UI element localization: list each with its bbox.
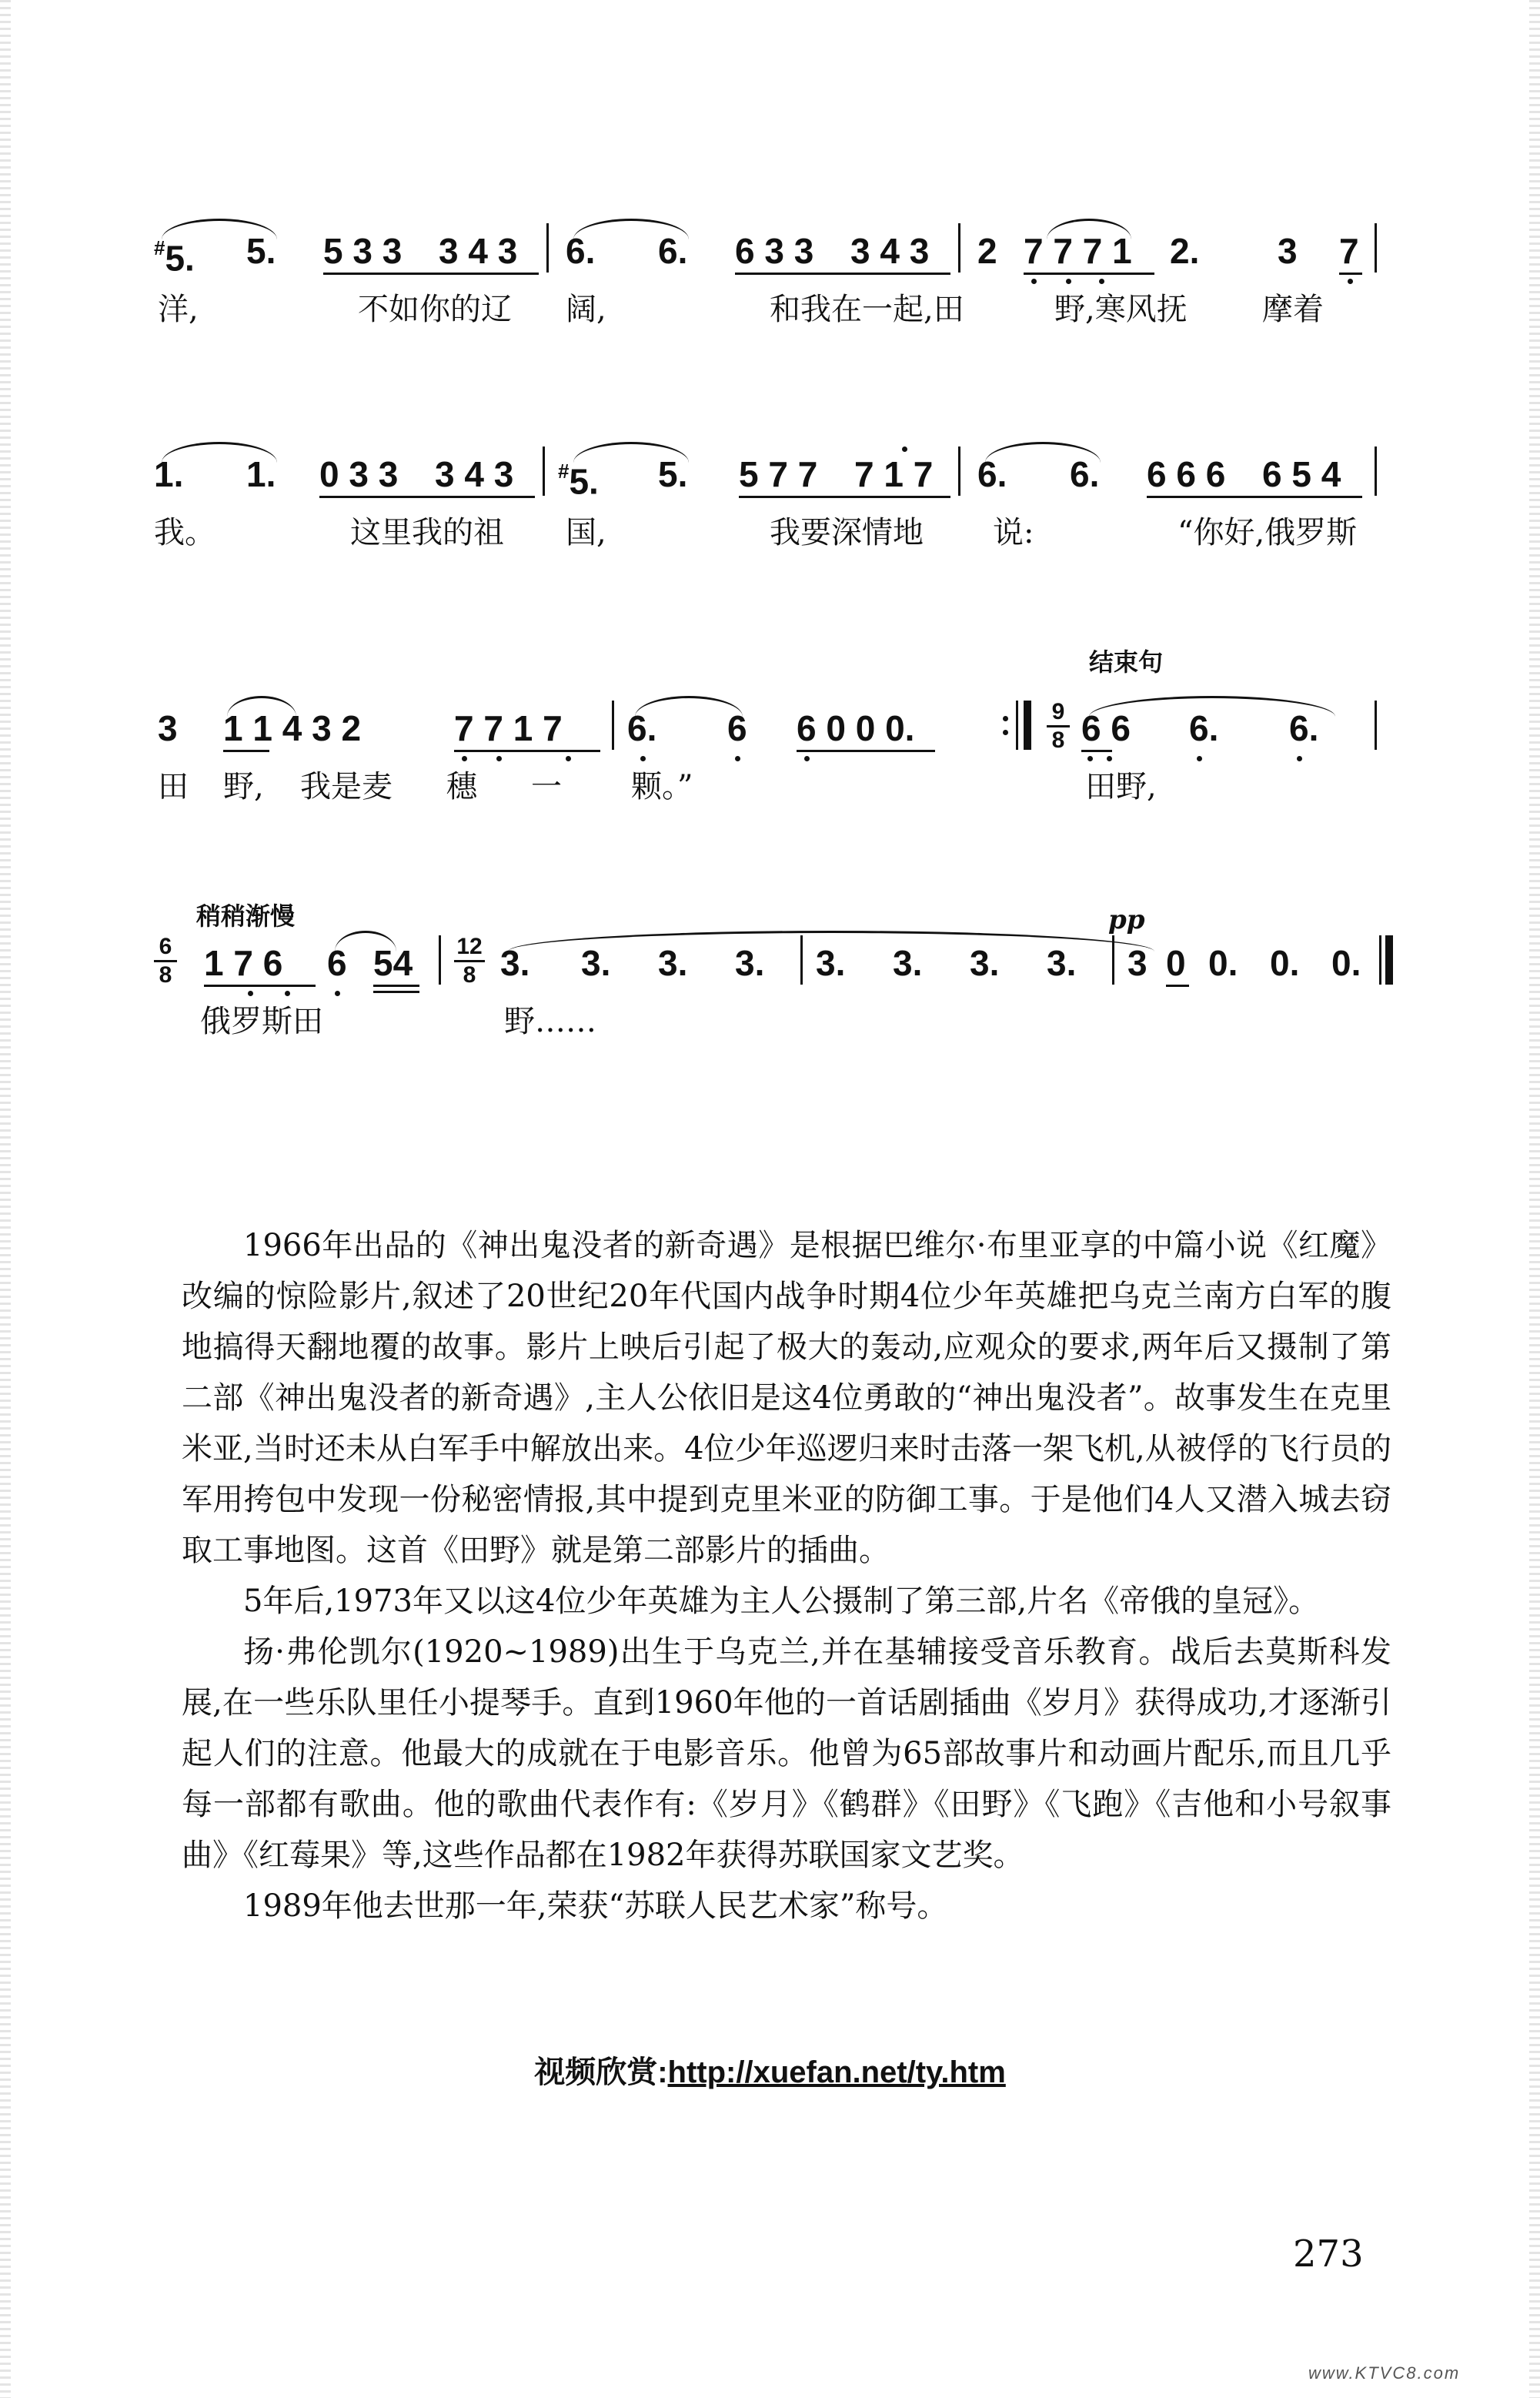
repeat-barline bbox=[1016, 701, 1018, 750]
note-group: 3 4 3 bbox=[435, 454, 514, 494]
barline bbox=[546, 223, 549, 273]
video-link-line bbox=[0, 2048, 1540, 2092]
note: 6. bbox=[566, 231, 596, 271]
paragraph: 1989年他去世那一年,荣获“苏联人民艺术家”称号。 bbox=[243, 1888, 948, 1924]
slur bbox=[1089, 696, 1335, 717]
page-edge-right bbox=[1529, 0, 1540, 2398]
note: 6 bbox=[327, 943, 347, 983]
score-system-4 bbox=[154, 902, 1378, 1051]
lyric: 阔, bbox=[566, 292, 606, 327]
ending-marking: 结束句 bbox=[1089, 648, 1164, 676]
barline bbox=[958, 223, 960, 273]
lyric: 我是麦 bbox=[300, 769, 393, 804]
lyric: 俄罗斯田 bbox=[200, 1004, 323, 1039]
barline bbox=[543, 446, 545, 496]
beam bbox=[323, 273, 539, 275]
lyric: “你好,俄罗斯 bbox=[1178, 515, 1358, 550]
slur bbox=[573, 219, 689, 239]
lyric: 说: bbox=[993, 515, 1034, 550]
barline bbox=[439, 935, 441, 985]
score-system-2 bbox=[154, 446, 1378, 562]
tempo-marking: 稍稍渐慢 bbox=[196, 902, 296, 930]
slur bbox=[227, 696, 296, 717]
slur bbox=[162, 442, 277, 463]
note: 7 bbox=[1339, 231, 1359, 271]
note-group: 7 7 7 1 bbox=[1024, 231, 1132, 271]
note: 6. bbox=[627, 708, 657, 748]
score-system-1 bbox=[154, 223, 1378, 339]
lyric: 我。 bbox=[154, 515, 215, 550]
note: 0 bbox=[1166, 943, 1186, 983]
beam bbox=[1024, 273, 1154, 275]
note: 0. bbox=[1331, 943, 1361, 983]
final-barline-thick bbox=[1385, 935, 1393, 985]
beam bbox=[735, 273, 950, 275]
note-group: 3 4 3 bbox=[850, 231, 930, 271]
note-group: 6 6 6 bbox=[1147, 454, 1226, 494]
paragraph: 扬·弗伦凯尔(1920~1989)出生于乌克兰,并在基辅接受音乐教育。战后去莫斯科发展,在一些乐队里任小提琴手。直到1960年他的一首话剧插曲《岁月》获得成功,才逐渐引起人们的注意。他最大的成就在于电影音乐。他曾为65部故事片和动画片配乐,而且几乎每一部都有歌曲。他的歌曲代表作有:《岁月》《鹤群》《田野》《飞跑》《吉他和小号叙事曲》《红莓果》等,这些作品都在1982年获得苏联国家文艺奖。 bbox=[182, 1634, 1391, 1873]
lyric: 和我在一起,田 bbox=[770, 292, 964, 327]
note: 3. bbox=[1047, 943, 1077, 983]
lyric: 野, bbox=[223, 769, 264, 804]
note: 3 bbox=[1127, 943, 1147, 983]
time-signature: 9 8 bbox=[1047, 701, 1070, 754]
note: 3. bbox=[500, 943, 530, 983]
beam bbox=[739, 496, 950, 498]
note: 3. bbox=[816, 943, 846, 983]
lyric: 洋, bbox=[158, 292, 199, 327]
lyric: 田野, bbox=[1085, 769, 1157, 804]
note: 0. bbox=[1208, 943, 1238, 983]
note-group: 6 3 3 bbox=[735, 231, 814, 271]
page-number: 273 bbox=[1293, 2232, 1364, 2276]
beam bbox=[1339, 273, 1362, 275]
slur bbox=[985, 442, 1101, 463]
repeat-dot bbox=[1003, 730, 1008, 735]
beam bbox=[1147, 496, 1362, 498]
note: 3 bbox=[1278, 231, 1298, 271]
final-barline-thin bbox=[1379, 935, 1381, 985]
note-group: 54 bbox=[373, 943, 413, 983]
beam bbox=[1166, 985, 1189, 987]
repeat-dot bbox=[1003, 716, 1008, 721]
beam bbox=[223, 750, 269, 752]
lyric: 颗。” bbox=[631, 769, 693, 804]
lyric: 野…… bbox=[504, 1004, 596, 1039]
note-group: 6 6 bbox=[1081, 708, 1131, 748]
note: 1. bbox=[246, 454, 276, 494]
paragraph: 5年后,1973年又以这4位少年英雄为主人公摄制了第三部,片名《帝俄的皇冠》。 bbox=[243, 1584, 1320, 1619]
dynamic-marking: pp bbox=[1108, 905, 1145, 935]
slur bbox=[635, 696, 743, 717]
barline bbox=[958, 446, 960, 496]
note-group: 5 7 7 bbox=[739, 454, 818, 494]
page-edge-left bbox=[0, 0, 11, 2398]
beam bbox=[1081, 750, 1112, 752]
note-group: 6 0 0 0. bbox=[797, 708, 915, 748]
paragraph: 1966年出品的《神出鬼没者的新奇遇》是根据巴维尔·布里亚享的中篇小说《红魔》改编的惊险影片,叙述了20世纪20年代国内战争时期4位少年英雄把乌克兰南方白军的腹地搞得天翻地覆的故事。影片上映后引起了极大的轰动,应观众的要求,两年后又摄制了第二部《神出鬼没者的新奇遇》,主人公依旧是这4位勇敢的“神出鬼没者”。故事发生在克里米亚,当时还未从白军手中解放出来。4位少年巡逻归来时击落一架飞机,从被俘的飞行员的军用挎包中发现一份秘密情报,其中提到克里米亚的防御工事。于是他们4人又潜入城去窃取工事地图。这首《田野》就是第二部影片的插曲。 bbox=[182, 1228, 1391, 1568]
note: #5. bbox=[154, 236, 195, 279]
time-signature: 6 8 bbox=[154, 935, 177, 988]
note: 1. bbox=[154, 454, 184, 494]
repeat-barline-thick bbox=[1024, 701, 1031, 750]
slur bbox=[1047, 219, 1131, 239]
beam bbox=[797, 750, 935, 752]
slur bbox=[162, 219, 277, 239]
note: 0. bbox=[1270, 943, 1300, 983]
lyric: 田 bbox=[158, 769, 189, 804]
score-system-3 bbox=[154, 648, 1378, 816]
lyric: 国, bbox=[566, 515, 606, 550]
note: 5. bbox=[658, 454, 688, 494]
article-body bbox=[182, 1220, 1391, 1931]
note: 6. bbox=[1189, 708, 1219, 748]
video-label: 视频欣赏: bbox=[534, 2055, 668, 2089]
slur bbox=[335, 931, 396, 952]
beam bbox=[373, 985, 419, 987]
note-group: 0 3 3 bbox=[319, 454, 399, 494]
note: 6. bbox=[658, 231, 688, 271]
note: 5. bbox=[246, 231, 276, 271]
note: 6 bbox=[727, 708, 747, 748]
barline bbox=[1375, 446, 1377, 496]
note: 2. bbox=[1170, 231, 1200, 271]
note: 3. bbox=[581, 943, 611, 983]
beam bbox=[454, 750, 600, 752]
note: 2 bbox=[977, 231, 997, 271]
lyric: 一 bbox=[531, 769, 562, 804]
note: 3. bbox=[658, 943, 688, 983]
note-group: 1 1 4 3 2 bbox=[223, 708, 362, 748]
lyric: 野,寒风抚 bbox=[1054, 292, 1188, 327]
beam bbox=[319, 496, 535, 498]
note: #5. bbox=[558, 460, 599, 502]
note: 3. bbox=[970, 943, 1000, 983]
upper-octave-dot bbox=[902, 446, 907, 452]
note: 6. bbox=[977, 454, 1007, 494]
lyric: 穗 bbox=[446, 769, 477, 804]
note-group: 1 7 6 bbox=[204, 943, 283, 983]
note: 6. bbox=[1070, 454, 1100, 494]
video-url-link[interactable]: http://xuefan.net/ty.htm bbox=[667, 2055, 1006, 2089]
lyric: 摩着 bbox=[1262, 292, 1324, 327]
lyric: 我要深情地 bbox=[770, 515, 924, 550]
note-group: 7 7 1 7 bbox=[454, 708, 563, 748]
note: 6. bbox=[1289, 708, 1319, 748]
barline bbox=[1375, 223, 1377, 273]
note: 3. bbox=[735, 943, 765, 983]
note-group: 7 1 7 bbox=[854, 454, 934, 494]
lyric: 这里我的祖 bbox=[350, 515, 504, 550]
note-group: 6 5 4 bbox=[1262, 454, 1341, 494]
lyric: 不如你的辽 bbox=[358, 292, 512, 327]
barline bbox=[612, 701, 614, 750]
time-signature: 12 8 bbox=[454, 935, 485, 988]
note: 3. bbox=[893, 943, 923, 983]
slur bbox=[508, 931, 1154, 952]
note-group: 5 3 3 bbox=[323, 231, 403, 271]
beam bbox=[204, 985, 316, 987]
note-group: 3 4 3 bbox=[439, 231, 518, 271]
barline bbox=[1375, 701, 1377, 750]
slur bbox=[573, 442, 689, 463]
watermark: www.KTVC8.com bbox=[1308, 2363, 1461, 2383]
note: 3 bbox=[158, 708, 178, 748]
